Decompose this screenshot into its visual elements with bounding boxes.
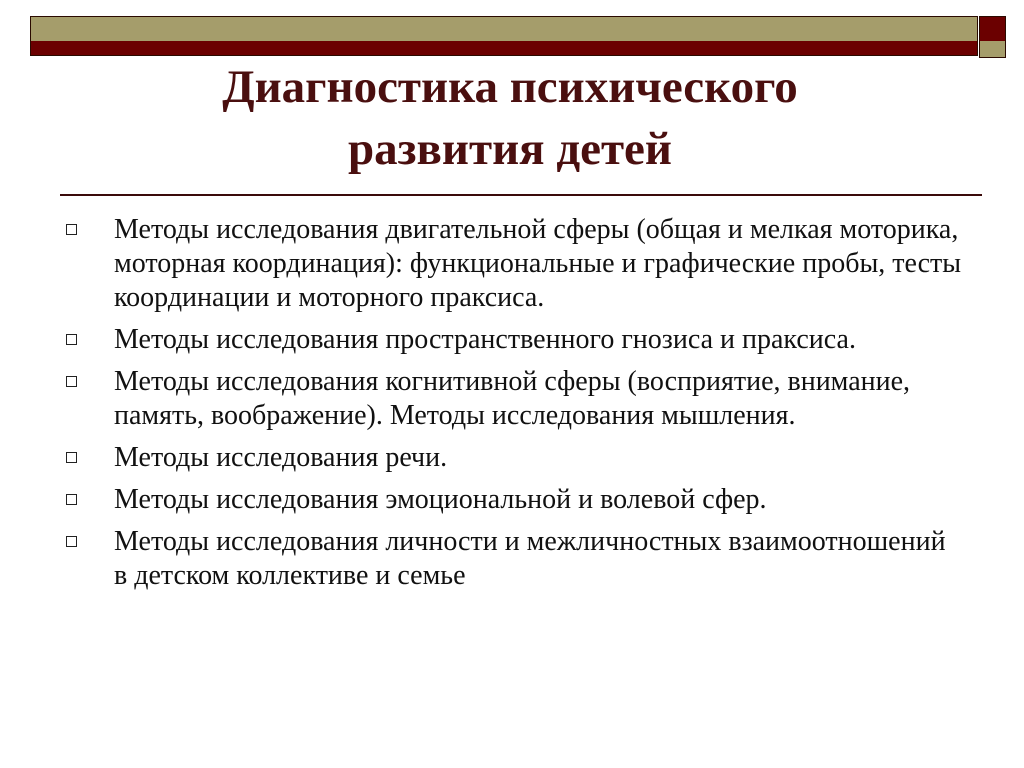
bullet-item	[62, 441, 962, 475]
bullet-item	[62, 323, 962, 357]
header-maroon-stripe	[31, 41, 977, 56]
corner-maroon-block	[980, 17, 1005, 41]
bullet-text: Методы исследования когнитивной сферы (восприятие, внимание, память, воображение). Методы исследования мышления.	[114, 366, 911, 431]
bullet-text: Методы исследования двигательной сферы (общая и мелкая моторика, моторная координация): функциональные и графические пробы, тесты координации и моторного праксиса.	[114, 214, 962, 313]
bullet-text: Методы исследования личности и межличностных взаимоотношений в детском коллективе и семье	[114, 526, 946, 591]
square-bullet-icon	[66, 376, 77, 387]
square-bullet-icon	[66, 536, 77, 547]
square-bullet-icon	[66, 224, 77, 235]
bullet-list	[62, 213, 962, 601]
header-corner-decor	[979, 16, 1006, 58]
square-bullet-icon	[66, 452, 77, 463]
header-olive-stripe	[31, 17, 977, 41]
bullet-item	[62, 365, 962, 433]
bullet-text: Методы исследования речи.	[114, 442, 448, 473]
slide-title-line-1: Диагностика психического	[222, 61, 798, 113]
slide-title-line-2: развития детей	[348, 123, 672, 175]
bullet-text: Методы исследования эмоциональной и волевой сфер.	[114, 484, 767, 515]
square-bullet-icon	[66, 334, 77, 345]
slide-title	[60, 56, 960, 180]
corner-olive-block	[980, 41, 1005, 58]
bullet-item	[62, 213, 962, 315]
title-divider	[60, 194, 982, 196]
bullet-item	[62, 525, 962, 593]
bullet-text: Методы исследования пространственного гнозиса и праксиса.	[114, 324, 856, 355]
square-bullet-icon	[66, 494, 77, 505]
bullet-item	[62, 483, 962, 517]
header-decor-bar	[30, 16, 978, 56]
